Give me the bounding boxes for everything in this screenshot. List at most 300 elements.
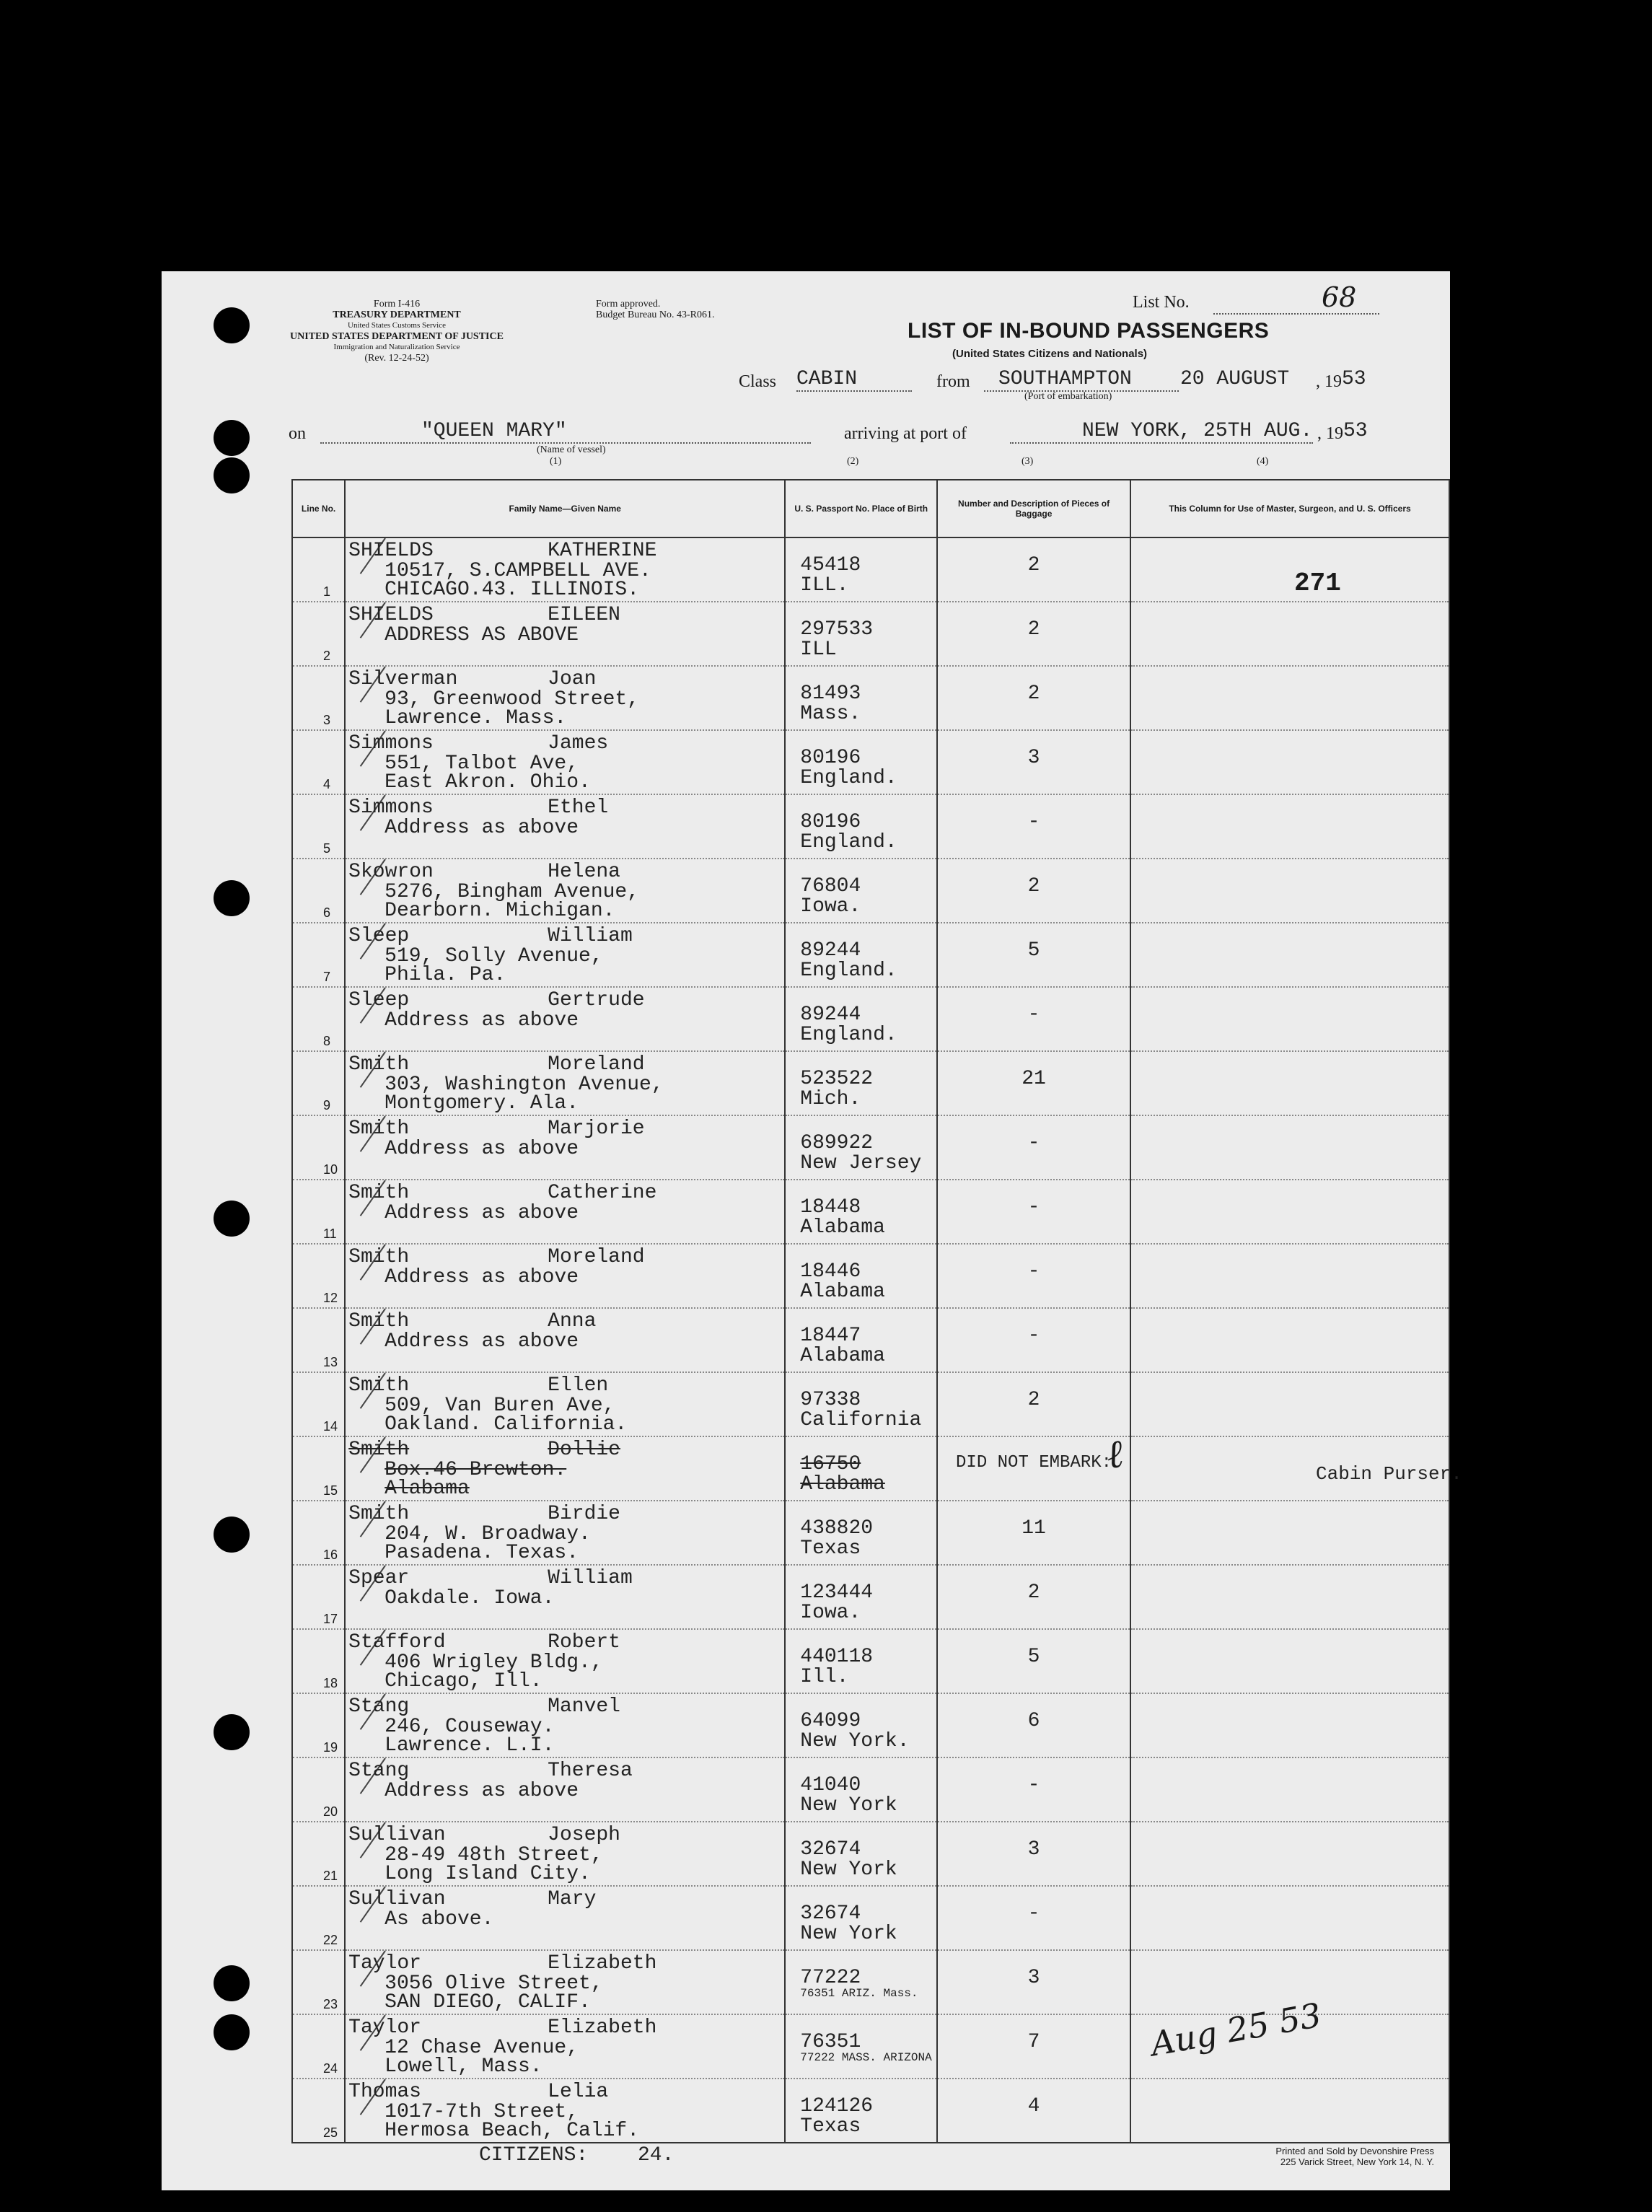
arriving-label: arriving at port of [844,424,967,443]
passenger-list-form [162,271,1462,2190]
form-subtitle: (United States Citizens and Nationals) [952,348,1148,360]
line-number: 12 [323,1291,338,1305]
address-line-1: 519, Solly Avenue, [385,945,603,967]
passport-number: 16750 [800,1453,861,1475]
family-name: Silverman [348,668,458,690]
column-header-line: Line No. [292,480,345,537]
passport-cell [785,1501,937,1565]
place-of-birth: Iowa. [800,895,861,918]
form-number: Form I-416 [373,299,421,310]
baggage-count: - [1027,1325,1040,1347]
passport-cell [785,537,937,602]
passport-number: 89244 [800,939,861,962]
place-of-birth: New York [800,1794,897,1817]
column-header-officers: This Column for Use of Master, Surgeon, and U. S. Officers [1130,480,1449,537]
line-cell [292,2014,345,2079]
passport-cell [785,1565,937,1629]
table-row [292,730,1449,794]
line-number: 17 [323,1612,338,1626]
baggage-count: 4 [1027,2095,1040,2117]
list-no-field [1213,281,1379,315]
baggage-count: 2 [1027,683,1040,705]
printer-line-1: Printed and Sold by Devonshire Press [1275,2146,1434,2156]
line-cell [292,923,345,987]
revision: (Rev. 12-24-52) [364,353,429,364]
line-cell [292,1822,345,1886]
table-row [292,666,1449,730]
line-cell [292,987,345,1051]
name-cell [345,1822,785,1886]
table-row [292,1565,1449,1629]
passport-cell [785,666,937,730]
name-cell [345,923,785,987]
passport-number: 64099 [800,1710,861,1732]
passport-cell [785,730,937,794]
given-name: Manvel [548,1695,620,1718]
table-row [292,1822,1449,1886]
officer-cell [1130,666,1449,730]
baggage-count: 6 [1027,1710,1040,1732]
address-line-2: Lawrence. L.I. [385,1734,555,1757]
column-header-baggage: Number and Description of Pieces of Baggage [937,480,1130,537]
officer-cell [1130,1115,1449,1180]
table-row [292,1180,1449,1244]
family-name: Thomas [348,2081,421,2103]
line-cell [292,1372,345,1436]
printer-line-2: 225 Varick Street, New York 14, N. Y. [1280,2156,1434,2167]
baggage-count: 5 [1027,1646,1040,1668]
passport-cell [785,2014,937,2079]
given-name: Elizabeth [548,2016,657,2039]
name-cell [345,666,785,730]
place-of-birth: Iowa. [800,1602,861,1624]
officer-cell [1130,1757,1449,1822]
baggage-cell [937,1693,1130,1757]
passport-cell [785,2079,937,2143]
name-cell [345,1180,785,1244]
baggage-cell [937,730,1130,794]
passenger-rows [292,537,1449,2143]
address-line-1: 5276, Bingham Avenue, [385,881,640,903]
line-number: 3 [323,713,331,727]
line-cell [292,1051,345,1115]
family-name: Taylor [348,2016,421,2039]
place-of-birth: Alabama [800,1473,885,1496]
officer-cell [1130,987,1449,1051]
table-row [292,794,1449,859]
given-name: Lelia [548,2081,609,2103]
address-line-1: 3056 Olive Street, [385,1972,603,1995]
baggage-cell [937,794,1130,859]
baggage-cell [937,1757,1130,1822]
arrival-port: NEW YORK, 25TH AUG. [1010,420,1313,444]
baggage-count: DID NOT EMBARK: [956,1453,1112,1473]
table-row [292,1244,1449,1308]
embarkation-caption: (Port of embarkation) [1024,391,1112,402]
place-of-birth: Mass. [800,703,861,725]
passenger-table [291,479,1450,2143]
table-row [292,1693,1449,1757]
baggage-cell [937,1308,1130,1372]
passport-cell [785,794,937,859]
given-name: Theresa [548,1760,633,1782]
family-name: Smith [348,1118,410,1140]
passport-cell [785,1822,937,1886]
line-cell [292,602,345,666]
baggage-count: 21 [1021,1068,1046,1090]
given-name: Moreland [548,1053,645,1076]
officer-cell [1130,859,1449,923]
family-name: Stang [348,1760,410,1782]
baggage-cell [937,602,1130,666]
passport-number: 80196 [800,747,861,769]
baggage-cell [937,1565,1130,1629]
family-name: Simmons [348,732,434,755]
address-line-1: Address as above [385,1780,579,1802]
address-line-2: Phila. Pa. [385,964,506,986]
column-number-1: (1) [550,456,562,467]
passport-number: 76804 [800,875,861,897]
name-cell [345,794,785,859]
table-row [292,1372,1449,1436]
class-label: Class [739,372,777,391]
baggage-count: - [1027,1004,1040,1026]
officer-cell [1130,1308,1449,1372]
line-cell [292,2079,345,2143]
family-name: Skowron [348,861,434,883]
given-name: Dollie [548,1439,620,1461]
citizens-count: 24. [638,2144,675,2167]
given-name: Marjorie [548,1118,645,1140]
line-number: 20 [323,1804,338,1819]
embarkation-date: 20 AUGUST [1180,368,1290,390]
line-number: 25 [323,2125,338,2140]
line-cell [292,1436,345,1501]
given-name: William [548,1567,633,1589]
address-line-1: 93, Greenwood Street, [385,688,640,711]
line-number: 24 [323,2061,338,2076]
address-line-2: Hermosa Beach, Calif. [385,2120,640,2142]
address-line-2: Dearborn. Michigan. [385,900,615,922]
passport-number: 80196 [800,811,861,833]
address-line-2: Lowell, Mass. [385,2055,542,2078]
baggage-count: - [1027,1774,1040,1796]
address-line-1: Box.46 Brewton. [385,1459,567,1481]
name-cell [345,537,785,602]
on-label: on [289,424,306,443]
line-cell [292,1308,345,1372]
address-line-2: CHICAGO.43. ILLINOIS. [385,579,640,601]
passport-number: 438820 [800,1517,874,1540]
place-of-birth: Mich. [800,1088,861,1110]
line-number: 11 [323,1226,337,1241]
column-number-3: (3) [1021,456,1034,467]
address-line-2: Chicago, Ill. [385,1670,542,1693]
address-line-2: Oakland. California. [385,1413,628,1436]
address-line-1: 551, Talbot Ave, [385,752,579,775]
handwritten-signature-date: Aug 25 53 [1148,1995,1324,2064]
place-of-birth: New Jersey [800,1152,922,1175]
passport-number: 32674 [800,1838,861,1861]
family-name: SHIELDS [348,540,434,562]
name-cell [345,1051,785,1115]
line-number: 14 [323,1419,338,1434]
family-name: SHIELDS [348,604,434,626]
line-number: 5 [323,841,331,856]
address-line-1: Address as above [385,1266,579,1289]
place-of-birth: Texas [800,1537,861,1560]
passport-number: 18448 [800,1196,861,1219]
family-name: Smith [348,1374,410,1397]
officer-cell [1130,1565,1449,1629]
passport-cell [785,1180,937,1244]
table-row [292,1115,1449,1180]
place-of-birth: Ill. [800,1666,849,1688]
printer-imprint [1174,2146,1434,2167]
baggage-cell [937,2079,1130,2143]
name-cell [345,1693,785,1757]
officer-cell [1130,1886,1449,1950]
family-name: Smith [348,1053,410,1076]
baggage-count: 5 [1027,939,1040,962]
arrival-year-prefix: , 19 [1317,424,1343,443]
line-number: 9 [323,1098,331,1112]
punch-hole [214,307,250,343]
passport-cell [785,1757,937,1822]
officer-cell [1130,794,1449,859]
address-line-2: East Akron. Ohio. [385,771,591,794]
line-number: 23 [323,1997,338,2011]
name-cell [345,730,785,794]
given-name: Ethel [548,796,609,819]
baggage-count: 3 [1027,1838,1040,1861]
officer-number: 271 [1294,569,1341,598]
given-name: Birdie [548,1503,620,1525]
passport-number: 18447 [800,1325,861,1347]
place-of-birth: New York [800,1923,897,1945]
line-number: 7 [323,970,331,984]
given-name: Catherine [548,1182,657,1204]
address-line-1: 1017-7th Street, [385,2101,579,2123]
line-number: 2 [323,649,331,663]
family-name: Smith [348,1503,410,1525]
baggage-cell [937,1436,1130,1501]
passport-cell [785,923,937,987]
passport-number: 123444 [800,1581,874,1604]
baggage-count: - [1027,1902,1040,1925]
budget-bureau: Budget Bureau No. 43-R061. [596,310,715,320]
address-line-1: 204, W. Broadway. [385,1523,591,1545]
passport-cell [785,1372,937,1436]
given-name: Gertrude [548,989,645,1011]
place-of-birth: Texas [800,2115,861,2138]
line-number: 19 [323,1740,338,1755]
passport-number: 18446 [800,1260,861,1283]
class-value: CABIN [796,368,912,392]
baggage-cell [937,1180,1130,1244]
line-number: 21 [323,1869,338,1883]
from-label: from [936,372,970,391]
address-line-1: Address as above [385,817,579,839]
given-name: Ellen [548,1374,609,1397]
line-number: 16 [323,1548,338,1562]
given-name: Anna [548,1310,597,1333]
address-line-1: 246, Couseway. [385,1716,555,1738]
passport-cell [785,602,937,666]
table-row [292,1629,1449,1693]
passport-cell [785,1436,937,1501]
table-row [292,1757,1449,1822]
table-row [292,2079,1449,2143]
family-name: Smith [348,1310,410,1333]
line-number: 18 [323,1676,338,1690]
address-line-1: ADDRESS AS ABOVE [385,624,579,646]
line-number: 10 [323,1162,338,1177]
family-name: Sullivan [348,1888,446,1910]
place-of-birth: ILL [800,638,837,661]
place-of-birth: England. [800,960,897,982]
line-number: 6 [323,905,331,920]
line-number: 4 [323,777,331,791]
arrival-year: 53 [1343,420,1368,442]
justice-department: UNITED STATES DEPARTMENT OF JUSTICE [290,331,504,342]
place-of-birth: Alabama [800,1281,885,1303]
name-cell [345,1501,785,1565]
address-line-1: Address as above [385,1202,579,1224]
given-name: Moreland [548,1246,645,1268]
handwritten-initials: ℓ [1103,1430,1126,1478]
place-of-birth: 77222 MASS. ARIZONA [800,2051,932,2064]
line-cell [292,1693,345,1757]
address-line-1: Address as above [385,1138,579,1160]
given-name: Elizabeth [548,1952,657,1975]
address-line-1: As above. [385,1908,494,1931]
family-name: Stafford [348,1631,446,1654]
family-name: Smith [348,1439,410,1461]
place-of-birth: California [800,1409,922,1431]
line-number: 13 [323,1355,338,1369]
given-name: Joseph [548,1824,620,1846]
line-cell [292,794,345,859]
line-cell [292,1180,345,1244]
passport-number: 76351 [800,2031,861,2053]
table-row [292,1501,1449,1565]
column-number-4: (4) [1257,456,1269,467]
table-row [292,537,1449,602]
family-name: Spear [348,1567,410,1589]
given-name: Helena [548,861,620,883]
place-of-birth: Alabama [800,1216,885,1239]
officer-cell [1130,1693,1449,1757]
baggage-cell [937,1822,1130,1886]
passport-number: 41040 [800,1774,861,1796]
given-name: Mary [548,1888,597,1910]
passport-cell [785,1308,937,1372]
name-cell [345,602,785,666]
column-header-name: Family Name—Given Name [345,480,785,537]
table-header-row [292,480,1449,537]
vessel-name: "QUEEN MARY" [320,420,811,444]
passport-number: 77222 [800,1967,861,1989]
table-row [292,859,1449,923]
address-line-2: Pasadena. Texas. [385,1542,579,1564]
form-approved: Form approved. [596,299,661,310]
name-cell [345,987,785,1051]
punch-hole [214,880,250,916]
family-name: Smith [348,1246,410,1268]
officer-cell [1130,2079,1449,2143]
baggage-cell [937,1115,1130,1180]
address-line-1: Address as above [385,1009,579,1032]
officer-cell [1130,1051,1449,1115]
line-cell [292,1501,345,1565]
baggage-count: 2 [1027,1581,1040,1604]
name-cell [345,1372,785,1436]
name-cell [345,859,785,923]
passport-number: 124126 [800,2095,874,2117]
baggage-cell [937,1629,1130,1693]
line-cell [292,1565,345,1629]
line-cell [292,1244,345,1308]
form-approval [596,299,714,320]
line-cell [292,666,345,730]
baggage-count: 2 [1027,875,1040,897]
officer-cell [1130,1822,1449,1886]
baggage-count: - [1027,811,1040,833]
address-line-1: Oakdale. Iowa. [385,1587,555,1610]
baggage-count: - [1027,1196,1040,1219]
line-cell [292,1757,345,1822]
name-cell [345,2014,785,2079]
address-line-2: Alabama [385,1478,470,1500]
punch-hole [214,1714,250,1750]
baggage-cell [937,1051,1130,1115]
baggage-count: 3 [1027,747,1040,769]
baggage-cell [937,1886,1130,1950]
passport-cell [785,987,937,1051]
line-cell [292,730,345,794]
table-row [292,1436,1449,1501]
punch-hole [214,1965,250,2001]
passport-number: 32674 [800,1902,861,1925]
officer-cell [1130,1501,1449,1565]
citizens-label: CITIZENS: [479,2144,589,2167]
address-line-1: 10517, S.CAMPBELL AVE. [385,560,651,582]
place-of-birth: New York [800,1858,897,1881]
baggage-cell [937,1244,1130,1308]
officer-cell [1130,537,1449,602]
passport-cell [785,859,937,923]
passport-cell [785,1244,937,1308]
baggage-count: - [1027,1132,1040,1154]
name-cell [345,2079,785,2143]
baggage-count: 2 [1027,1389,1040,1411]
form-identification [289,299,505,364]
list-number: 68 [1322,281,1357,313]
table-row [292,602,1449,666]
given-name: Robert [548,1631,620,1654]
passport-cell [785,1629,937,1693]
cabin-purser-note: Cabin Purser. [1316,1463,1462,1485]
name-cell [345,1308,785,1372]
passport-number: 440118 [800,1646,874,1668]
address-line-1: Address as above [385,1330,579,1353]
passport-number: 689922 [800,1132,874,1154]
name-cell [345,1757,785,1822]
column-header-passport: U. S. Passport No. Place of Birth [785,480,937,537]
name-cell [345,1886,785,1950]
line-number: 1 [323,584,331,599]
